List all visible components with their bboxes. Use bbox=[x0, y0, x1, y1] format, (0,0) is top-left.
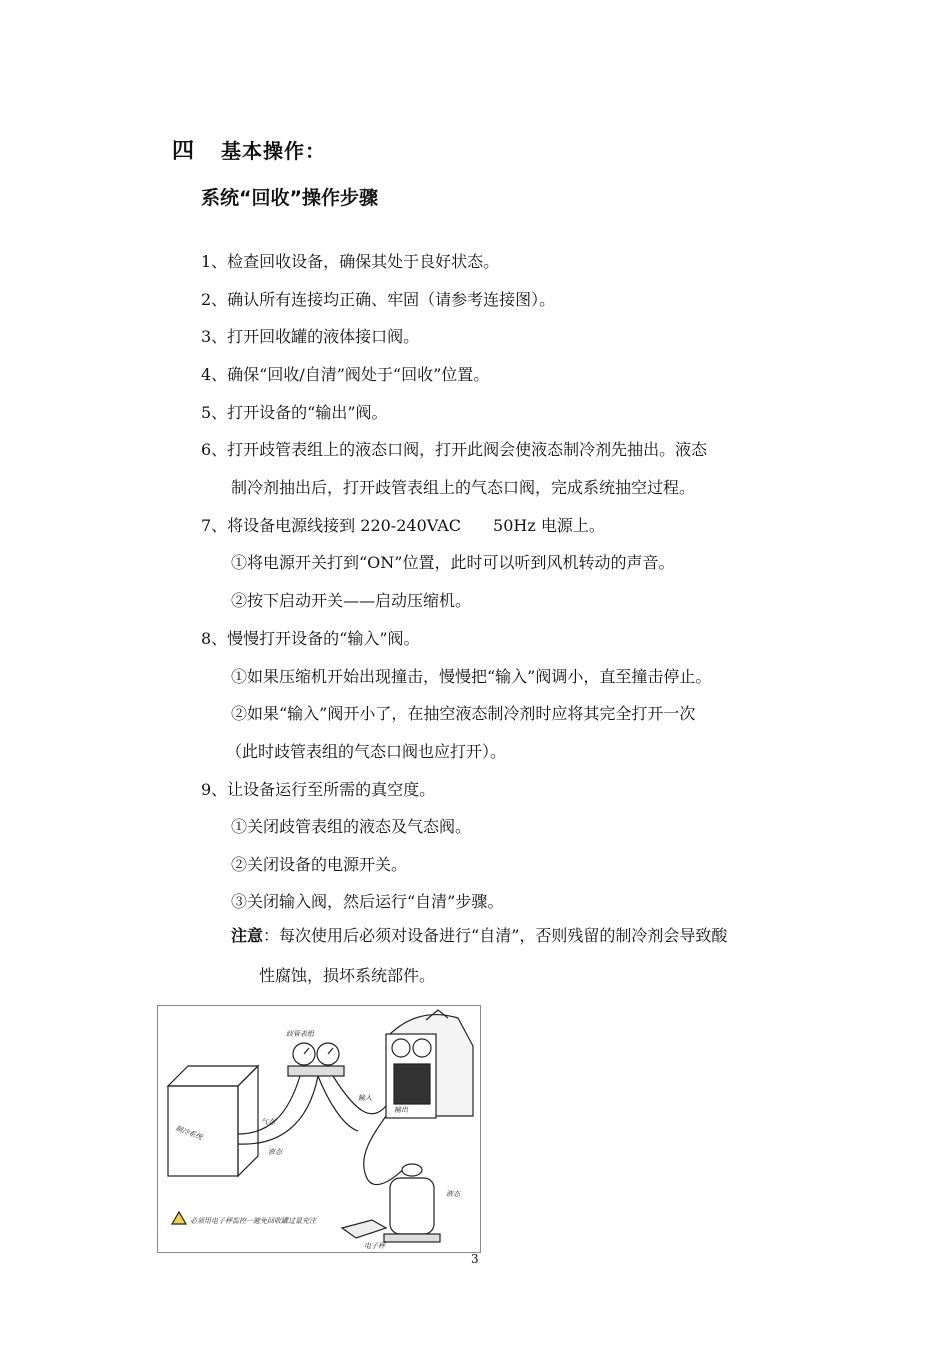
step-6-continued: 制冷剂抽出后，打开歧管表组上的气态口阀，完成系统抽空过程。 bbox=[231, 478, 696, 497]
connection-diagram bbox=[157, 1005, 481, 1253]
step-7-sub-1: ①将电源开关打到“ON”位置，此时可以听到风机转动的声音。 bbox=[231, 553, 675, 572]
label-liquid: 液态 bbox=[268, 1148, 282, 1156]
label-output: 输出 bbox=[394, 1106, 408, 1114]
label-system: 制冷系统 bbox=[174, 1124, 204, 1142]
label-scale: 电子秤 bbox=[364, 1242, 385, 1250]
step-2: 2、确认所有连接均正确、牢固（请参考连接图）。 bbox=[201, 290, 556, 309]
step-7: 7、将设备电源线接到 220-240VAC 50Hz 电源上。 bbox=[201, 516, 605, 535]
note-text: ：每次使用后必须对设备进行“自清”，否则残留的制冷剂会导致酸 bbox=[263, 926, 728, 945]
step-9: 9、让设备运行至所需的真空度。 bbox=[201, 780, 436, 799]
scale-icon bbox=[342, 1220, 386, 1238]
manifold-gauge-icon bbox=[288, 1043, 344, 1076]
warning-icon bbox=[172, 1212, 186, 1224]
step-9-sub-1: ①关闭歧管表组的液态及气态阀。 bbox=[231, 817, 472, 836]
note bbox=[231, 923, 727, 946]
page-number: 3 bbox=[471, 1252, 479, 1266]
section-title: 基本操作： bbox=[221, 139, 327, 163]
label-manifold: 歧管表组 bbox=[286, 1030, 314, 1038]
label-gas: 气态 bbox=[261, 1118, 275, 1126]
label-tank-liquid: 液态 bbox=[446, 1190, 460, 1198]
step-8-sub-2: ②如果“输入”阀开小了，在抽空液态制冷剂时应将其完全打开一次 bbox=[231, 704, 696, 723]
step-7-sub-2: ②按下启动开关——启动压缩机。 bbox=[231, 591, 472, 610]
step-5: 5、打开设备的“输出”阀。 bbox=[201, 403, 388, 422]
step-1: 1、检查回收设备，确保其处于良好状态。 bbox=[201, 252, 500, 271]
label-warning: 必须用电子秤监控一避免回收罐过量充注 bbox=[190, 1217, 316, 1225]
section-heading bbox=[172, 134, 326, 165]
step-3: 3、打开回收罐的液体接口阀。 bbox=[201, 327, 420, 346]
refrigeration-system-box bbox=[168, 1066, 258, 1176]
step-8-sub-1: ①如果压缩机开始出现撞击，慢慢把“输入”阀调小，直至撞击停止。 bbox=[231, 667, 712, 686]
step-8: 8、慢慢打开设备的“输入”阀。 bbox=[201, 629, 420, 648]
step-8-sub-2-continued: （此时歧管表组的气态口阀也应打开）。 bbox=[226, 742, 507, 761]
note-continued: 性腐蚀，损坏系统部件。 bbox=[259, 966, 436, 985]
note-label: 注意 bbox=[231, 926, 264, 945]
step-6: 6、打开歧管表组上的液态口阀，打开此阀会使液态制冷剂先抽出。液态 bbox=[201, 440, 708, 459]
recovery-machine-icon bbox=[386, 1010, 473, 1118]
step-9-sub-3: ③关闭输入阀，然后运行“自清”步骤。 bbox=[231, 892, 504, 911]
step-4: 4、确保“回收/自清”阀处于“回收”位置。 bbox=[201, 365, 490, 384]
procedure-title: 系统“回收”操作步骤 bbox=[201, 187, 378, 209]
step-9-sub-2: ②关闭设备的电源开关。 bbox=[231, 855, 408, 874]
section-number: 四 bbox=[172, 139, 196, 164]
label-input: 输入 bbox=[358, 1094, 372, 1102]
recovery-tank-icon bbox=[384, 1164, 440, 1242]
